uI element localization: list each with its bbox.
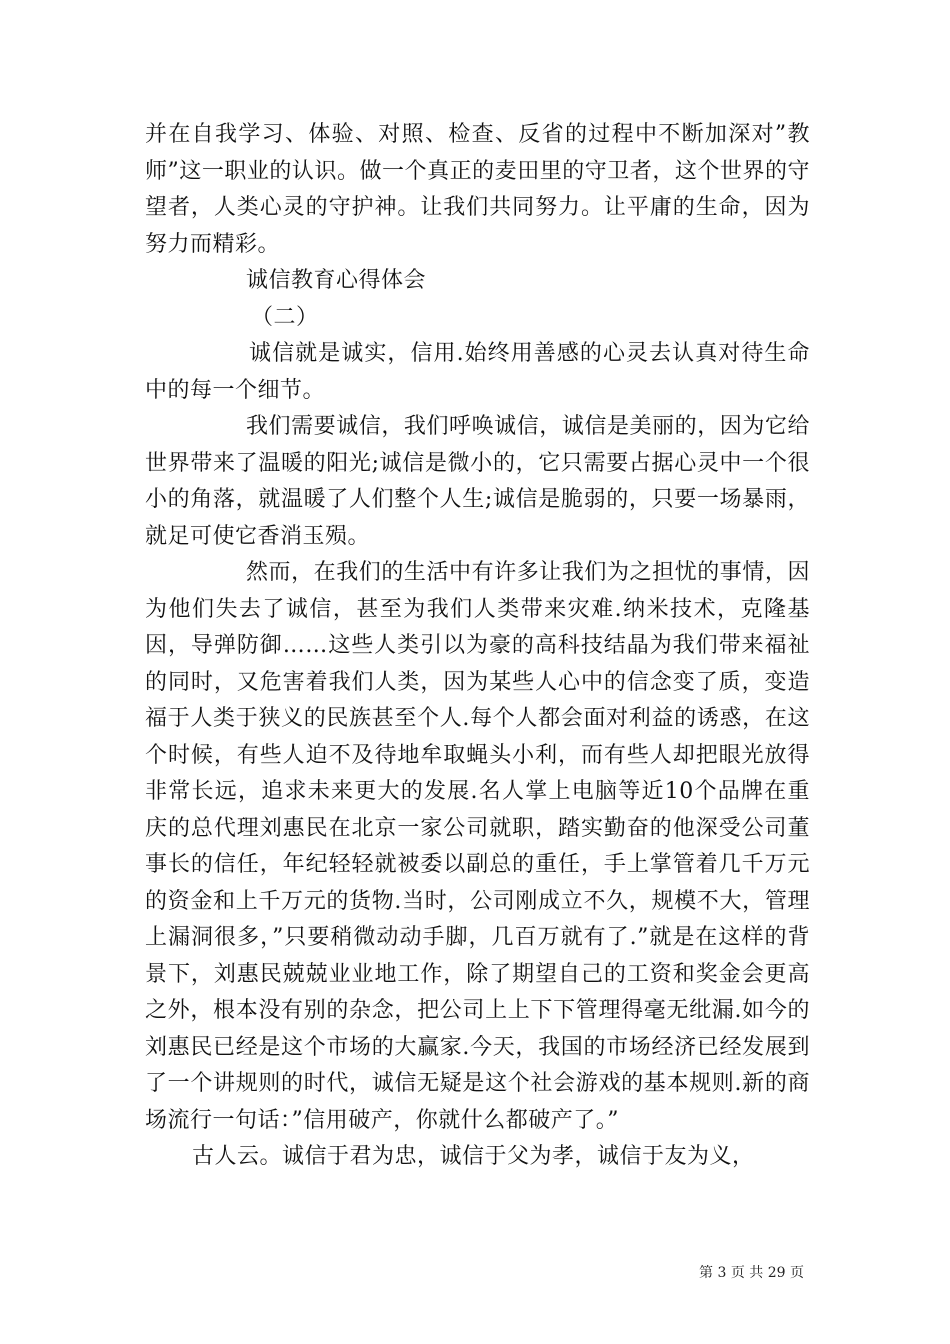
section-subtitle: （二） — [251, 304, 319, 330]
document-body — [145, 117, 810, 1176]
paragraph-ancients: 古人云。诚信于君为忠，诚信于父为孝，诚信于友为义， — [192, 1144, 755, 1169]
paragraph-need: 我们需要诚信，我们呼唤诚信，诚信是美丽的，因为它给世界带来了温暖的阳光;诚信是微小的，它只需要占据心灵中一个很小的角落，就温暖了人们整个人生;诚信是脆弱的，只要一场暴雨，就足可使它香消玉殒。 — [145, 414, 810, 549]
paragraph-continuation: 并在自我学习、体验、对照、检查、反省的过程中不断加深对”教师”这一职业的认识。做一个真正的麦田里的守卫者，这个世界的守望者，人类心灵的守护神。让我们共同努力。让平庸的生命，因为努力而精彩。 — [145, 122, 810, 257]
section-title: 诚信教育心得体会 — [246, 268, 427, 293]
page-number-footer: 第 3 页 共 29 页 — [699, 1265, 804, 1281]
paragraph-however: 然而，在我们的生活中有许多让我们为之担忧的事情，因为他们失去了诚信，甚至为我们人类带来灾难.纳米技术，克隆基因，导弹防御……这些人类引以为豪的高科技结晶为我们带来福祉的同时，又危害着我们人类，因为某些人心中的信念变了质，变造福于人类于狭义的民族甚至个人.每个人都会面对利益的诱惑，在这个时候，有些人迫不及待地牟取蝇头小利，而有些人却把眼光放得非常长远，追求未来更大的发展.名人掌上电脑等近10个品牌在重庆的总代理刘惠民在北京一家公司就职，踏实勤奋的他深受公司董事长的信任，年纪轻轻就被委以副总的重任，手上掌管着几千万元的资金和上千万元的货物.当时，公司刚成立不久，规模不大，管理上漏洞很多，”只要稍微动动手脚，几百万就有了.”就是在这样的背景下，刘惠民兢兢业业地工作，除了期望自己的工资和奖金会更高之外，根本没有别的杂念，把公司上上下下管理得毫无纰漏.如今的刘惠民已经是这个市场的大赢家.今天，我国的市场经济已经发展到了一个讲规则的时代，诚信无疑是这个社会游戏的基本规则.新的商场流行一句话：”信用破产，你就什么都破产了。” — [145, 560, 810, 1133]
paragraph-definition: 诚信就是诚实，信用.始终用善感的心灵去认真对待生命中的每一个细节。 — [145, 341, 810, 403]
